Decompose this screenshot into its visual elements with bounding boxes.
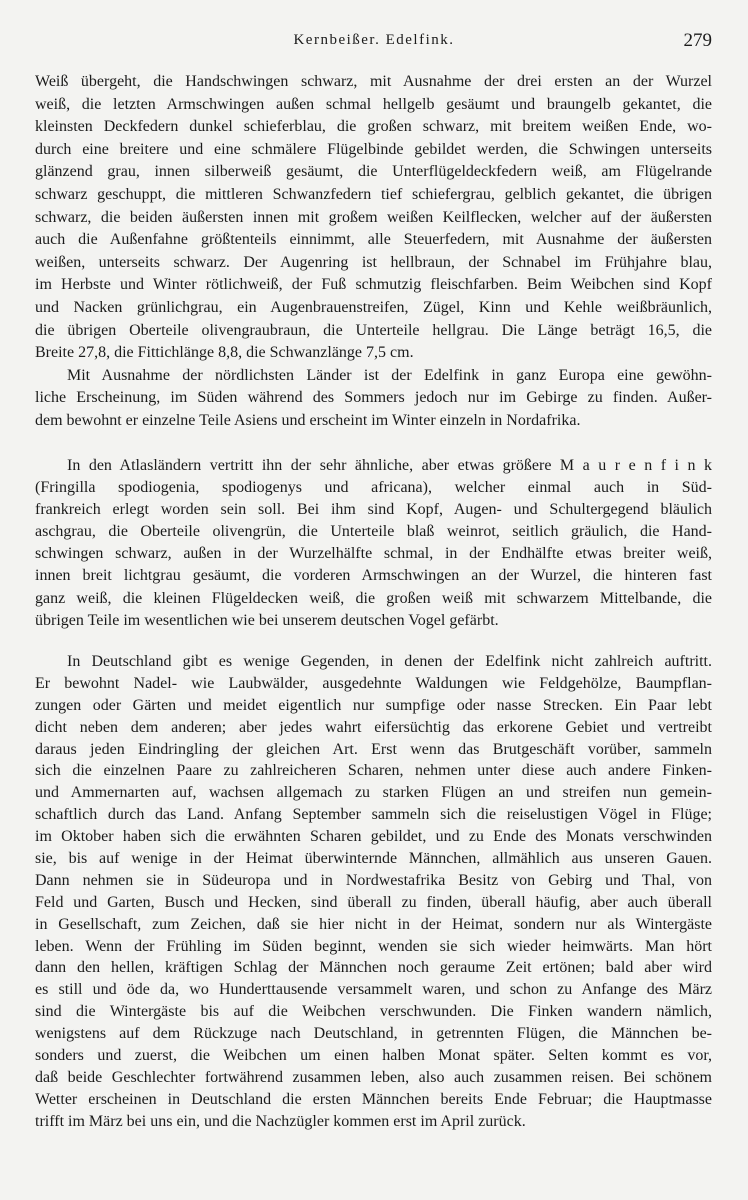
text-line: Feld und Garten, Busch und Hecken, sind überall zu finden, überall häufig, aber auch überall [35, 893, 712, 911]
text-line: sie, bis auf wenige in der Heimat überwinternde Männchen, allmählich aus unseren Gauen. [35, 850, 712, 868]
text-line: Wetter erscheinen in Deutschland die ersten Männchen bereits Ende Februar; die Hauptmasse [35, 1090, 712, 1108]
text-line: Mit Ausnahme der nördlichsten Länder ist der Edelfink in ganz Europa eine gewöhn- [67, 366, 712, 384]
text-line: weiß, die letzten Armschwingen außen schmal hellgelb gesäumt und braungelb gekantet, die [35, 95, 712, 113]
text-line: In den Atlasländern vertritt ihn der sehr ähnliche, aber etwas größere M a u r e n f i n k [67, 457, 712, 474]
text-line: dicht neben dem anderen; aber jedes wahrt eifersüchtig das erkorene Gebiet und vertreibt [35, 718, 712, 736]
text-block-description [35, 71, 712, 433]
text-line: sich die einzelnen Paare zu zahlreicheren Scharen, nehmen unter diese auch andere Finken- [35, 762, 712, 780]
text-block-maurenfink [35, 455, 712, 632]
paragraph [35, 365, 712, 433]
text-line: kleinsten Deckfedern dunkel schieferblau, die großen schwarz, mit breitem weißen Ende, wo- [35, 118, 712, 136]
text-line: und Ammernarten auf, wachsen allgemach zu starken Flügen an und streifen nun gemein- [35, 784, 712, 802]
text-line: und Nacken grünlichgrau, ein Augenbrauenstreifen, Zügel, Kinn und Kehle weißbräunlich, [35, 298, 712, 316]
text-line: aschgrau, die Oberteile olivengrün, die Unterteile blaß weinrot, seitlich gräulich, die Hand- [35, 523, 712, 541]
text-line: dann den hellen, kräftigen Schlag der Männchen noch geraume Zeit ertönen; bald aber wird [35, 959, 712, 977]
text-line: dem bewohnt er einzelne Teile Asiens und erscheint im Winter einzeln in Nordafrika. [35, 411, 581, 429]
text-line: schwarz, die beiden äußersten innen mit großem weißen Keilflecken, welcher auf der äußersten [35, 208, 712, 226]
text-line: durch eine breitere und eine schmälere Flügelbinde gebildet werden, die Schwingen unterseits [35, 140, 712, 158]
text-line: schwarz geschuppt, die mittleren Schwanzfedern tief schiefergrau, gelblich gekantet, die übrigen [35, 185, 712, 203]
running-title: Kernbeißer. Edelfink. [293, 32, 455, 48]
text-line: schwingen schwarz, außen in der Wurzelhälfte schmal, in der Endhälfte etwas breiter weiß, [35, 545, 712, 563]
text-line: übrigen Teile im wesentlichen wie bei unserem deutschen Vogel gefärbt. [35, 611, 499, 629]
text-line: daraus jeden Eindringling der gleichen Art. Erst wenn das Brutgeschäft vorüber, sammeln [35, 740, 712, 758]
text-line: in Gesellschaft, zum Zeichen, daß sie hier nicht in der Heimat, sondern nur als Wintergäste [35, 915, 712, 933]
text-line: Breite 27,8, die Fittichlänge 8,8, die Schwanzlänge 7,5 cm. [35, 344, 414, 362]
text-line: im Herbste und Winter rötlichweiß, der Fuß schmutzig fleischfarben. Beim Weibchen sind Kopf [35, 276, 712, 294]
text-line: Dann nehmen sie in Südeuropa und in Nordwestafrika Besitz von Gebirg und Thal, von [35, 871, 712, 889]
text-line: sind die Wintergäste bis auf die Weibchen verschwunden. Die Finken wandern nämlich, [35, 1003, 712, 1021]
text-line: Er bewohnt Nadel- wie Laubwälder, ausgedehnte Waldungen wie Feldgehölze, Baumpflan- [35, 674, 712, 692]
text-line: liche Erscheinung, im Süden während des Sommers jedoch nur im Gebirge zu finden. Außer- [35, 389, 712, 407]
text-line: sonders und zuerst, die Weibchen um einen halben Monat später. Selten kommt es vor, [35, 1047, 712, 1065]
text-line: In Deutschland gibt es wenige Gegenden, in denen der Edelfink nicht zahlreich auftritt. [67, 653, 712, 670]
text-line: im Oktober haben sich die erwähnten Scharen gebildet, und zu Ende des Monats verschwinden [35, 828, 712, 846]
paragraph [35, 651, 712, 1133]
text-line: es still und öde da, wo Hunderttausende versammelt waren, und schon zu Anfange des März [35, 981, 712, 999]
paragraph [35, 455, 712, 632]
text-block-distribution [35, 651, 712, 1133]
text-line: daß beide Geschlechter fortwährend zusammen leben, also auch zusammen reisen. Bei schönem [35, 1068, 712, 1086]
text-line: Weiß übergeht, die Handschwingen schwarz, mit Ausnahme der drei ersten an der Wurzel [35, 73, 712, 90]
text-line: schaftlich durch das Land. Anfang September sammeln sich die reiselustigen Vögel in Flüge; [35, 806, 712, 824]
text-line: leben. Wenn der Frühling im Süden beginnt, wenden sie sich wieder heimwärts. Man hört [35, 937, 712, 955]
text-line: weißen, unterseits schwarz. Der Augenring ist hellbraun, der Schnabel im Frühjahre blau, [35, 253, 712, 271]
text-line: (Fringilla spodiogenia, spodiogenys und africana), welcher einmal auch in Süd- [35, 479, 712, 497]
text-line: zungen oder Gärten und meidet eigentlich nur sumpfige oder nasse Strecken. Ein Paar lebt [35, 696, 712, 714]
paragraph [35, 71, 712, 365]
text-line: auch die Außenfahne größtenteils einnimmt, alle Steuerfedern, mit Ausnahme der äußersten [35, 231, 712, 249]
text-line: frankreich erlegt worden sein soll. Bei ihm sind Kopf, Augen- und Schultergegend bläulich [35, 501, 712, 519]
text-line: ganz weiß, die kleinen Flügeldecken weiß, die großen weiß mit schwarzem Mittelbande, die [35, 589, 712, 607]
page-number: 279 [683, 30, 712, 51]
text-line: die übrigen Oberteile olivengraubraun, die Unterteile hellgrau. Die Länge beträgt 16,5, die [35, 321, 712, 339]
text-line: trifft im März bei uns ein, und die Nachzügler kommen erst im April zurück. [35, 1112, 526, 1130]
text-line: innen breit lichtgrau gesäumt, die vorderen Armschwingen an der Wurzel, die hinteren fast [35, 567, 712, 585]
text-line: glänzend grau, innen silberweiß gesäumt, die Unterflügeldeckfedern weiß, am Flügelrande [35, 163, 712, 181]
text-line: wenigstens auf dem Rückzuge nach Deutschland, in getrennten Flügen, die Männchen be- [35, 1025, 712, 1043]
